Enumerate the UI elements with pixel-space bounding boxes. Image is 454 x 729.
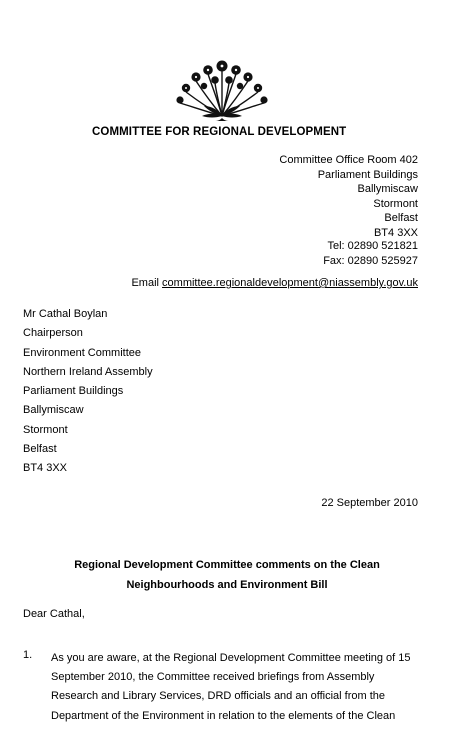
address-line: Stormont [373,197,418,210]
recipient-line: Environment Committee [23,346,141,359]
recipient-name: Mr Cathal Boylan [23,308,108,320]
address-line: Ballymiscaw [357,183,418,196]
recipient-line: Northern Ireland Assembly [23,365,153,378]
recipient-line: BT4 3XX [23,462,68,475]
subject-heading [0,555,454,595]
recipient-title: Chairperson [23,327,83,340]
recipient-line: Ballymiscaw [23,404,84,417]
address-line: Belfast [384,212,418,225]
assembly-crest-icon [168,56,276,122]
email-label: Email [131,277,159,289]
email-line [131,277,418,289]
recipient-address [23,305,153,479]
paragraph-body [51,649,411,726]
letter-date: 22 September 2010 [321,497,418,509]
telephone-number: Tel: 02890 521821 [327,240,418,252]
email-link[interactable]: committee.regionaldevelopment@niassembly.gov.uk [162,277,418,289]
salutation: Dear Cathal, [23,608,85,620]
recipient-line: Stormont [23,423,68,436]
paragraph-line: Department of the Environment in relation to the elements of the Clean [51,709,396,722]
address-line: BT4 3XX [373,226,418,239]
paragraph-line: September 2010, the Committee received briefings from Assembly [51,671,375,684]
committee-name: COMMITTEE FOR REGIONAL DEVELOPMENT [92,126,347,138]
sender-address [279,153,418,241]
contact-numbers [323,239,418,268]
subject-line: Neighbourhoods and Environment Bill [126,579,328,591]
address-line: Parliament Buildings [317,168,418,181]
paragraph-line: Research and Library Services, DRD officials and an official from the [51,690,386,703]
subject-line: Regional Development Committee comments on the Clean [74,559,380,571]
fax-number: Fax: 02890 525927 [323,254,418,267]
paragraph-number: 1. [23,649,33,661]
address-line: Committee Office Room 402 [279,154,418,166]
recipient-line: Parliament Buildings [23,385,124,398]
paragraph-line: As you are aware, at the Regional Development Committee meeting of 15 [51,652,411,664]
recipient-line: Belfast [23,443,57,456]
